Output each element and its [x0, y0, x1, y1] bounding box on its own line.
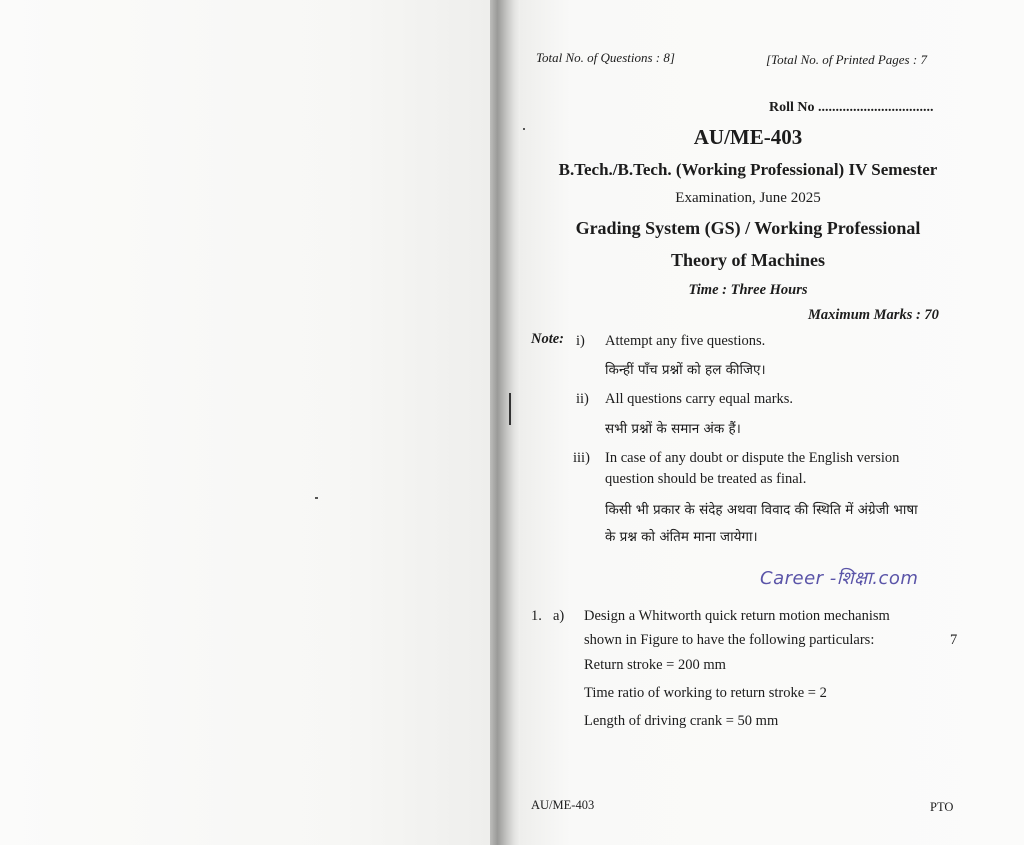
- grading-system: Grading System (GS) / Working Professional: [575, 218, 921, 238]
- exam-session: Examination, June 2025: [675, 190, 821, 206]
- question-text-line1: Design a Whitworth quick return motion mechanism: [584, 608, 890, 624]
- maximum-marks: Maximum Marks : 70: [808, 307, 939, 323]
- particular-return-stroke: Return stroke = 200 mm: [584, 657, 726, 673]
- note-3-hindi-line2: के प्रश्न को अंतिम माना जायेगा।: [605, 529, 758, 545]
- note-1-hindi: किन्हीं पाँच प्रश्नों को हल कीजिए।: [605, 362, 766, 378]
- paper-speck: [315, 497, 318, 499]
- subject-title: Theory of Machines: [671, 250, 825, 270]
- question-text-line2: shown in Figure to have the following particulars:: [584, 632, 875, 648]
- book-spine: [490, 0, 520, 845]
- binding-mark: [509, 393, 511, 425]
- note-3-english-line1: In case of any doubt or dispute the English version: [605, 450, 900, 466]
- watermark-logo: Career -शिक्षा.com: [760, 568, 919, 589]
- footer-paper-code: AU/ME-403: [531, 798, 595, 812]
- roll-no: Roll No .................................: [769, 100, 934, 115]
- note-label: Note:: [531, 331, 565, 347]
- particular-crank-length: Length of driving crank = 50 mm: [584, 713, 779, 729]
- left-blank-page: [0, 0, 492, 845]
- particular-time-ratio: Time ratio of working to return stroke = 2: [584, 685, 827, 701]
- note-1-english: Attempt any five questions.: [605, 333, 766, 349]
- question-number: 1.: [531, 608, 542, 624]
- note-2-english: All questions carry equal marks.: [605, 391, 794, 407]
- question-marks: 7: [950, 632, 958, 648]
- total-pages: [Total No. of Printed Pages : 7: [766, 52, 927, 67]
- total-questions: Total No. of Questions : 8]: [536, 50, 675, 65]
- note-num-3: iii): [573, 450, 590, 466]
- footer-pto: PTO: [930, 800, 954, 814]
- note-3-english-line2: question should be treated as final.: [605, 471, 807, 487]
- time-allowed: Time : Three Hours: [688, 282, 808, 298]
- note-3-hindi-line1: किसी भी प्रकार के संदेह अथवा विवाद की स्थिति में अंग्रेजी भाषा: [605, 502, 918, 518]
- course-title: B.Tech./B.Tech. (Working Professional) IV Semester: [558, 160, 938, 179]
- note-2-hindi: सभी प्रश्नों के समान अंक हैं।: [605, 421, 741, 437]
- note-num-2: ii): [576, 391, 589, 407]
- note-num-1: i): [576, 333, 585, 349]
- question-part: a): [553, 608, 565, 624]
- paper-code: AU/ME-403: [693, 125, 803, 149]
- paper-speck: [523, 128, 525, 130]
